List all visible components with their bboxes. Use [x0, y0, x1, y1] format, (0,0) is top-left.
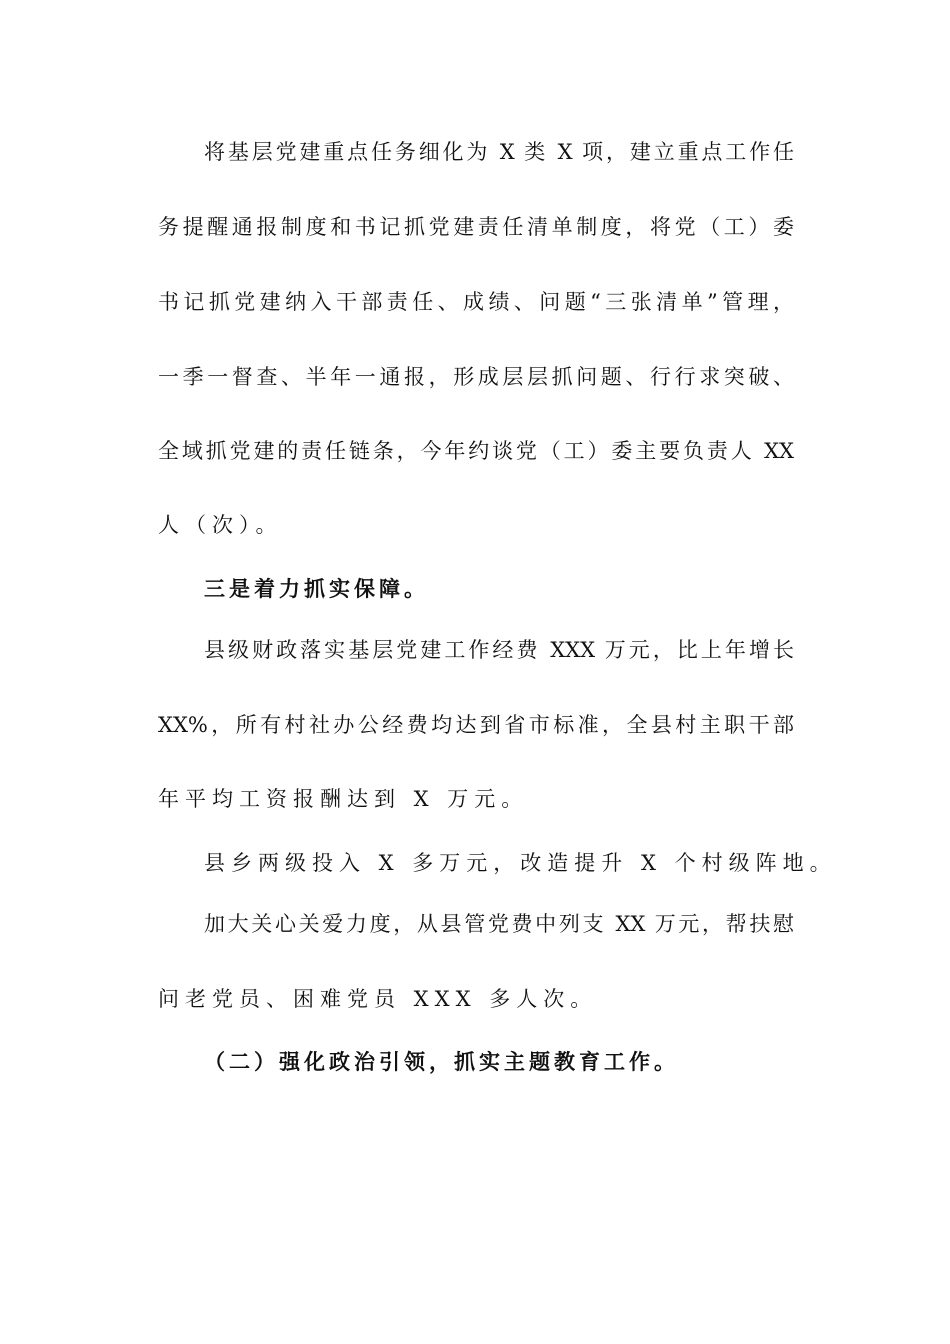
paragraph-1-line-4: 一季一督查、半年一通报，形成层层抓问题、行行求突破、 [158, 365, 794, 389]
paragraph-2-line-3: 年平均工资报酬达到 X 万元。 [158, 787, 529, 811]
paragraph-2-line-1: 县级财政落实基层党建工作经费 XXX 万元，比上年增长 [204, 638, 794, 662]
paragraph-4-line-1: 加大关心关爱力度，从县管党费中列支 XX 万元，帮扶慰 [204, 912, 794, 936]
paragraph-1-line-3: 书记抓党建纳入干部责任、成绩、问题“三张清单”管理， [158, 290, 794, 314]
paragraph-3-line-1: 县乡两级投入 X 多万元，改造提升 X 个村级阵地。 [204, 851, 837, 875]
paragraph-1-line-1: 将基层党建重点任务细化为 X 类 X 项，建立重点工作任 [204, 140, 794, 164]
paragraph-2-line-2: XX%，所有村社办公经费均达到省市标准，全县村主职干部 [158, 713, 794, 737]
section-heading-two: （二）强化政治引领，抓实主题教育工作。 [204, 1049, 679, 1074]
paragraph-1-line-2: 务提醒通报制度和书记抓党建责任清单制度，将党（工）委 [158, 215, 794, 239]
section-heading-three: 三是着力抓实保障。 [204, 576, 429, 601]
paragraph-4-line-2: 问老党员、困难党员 XXX 多人次。 [158, 987, 598, 1011]
paragraph-1-line-6: 人（次）。 [158, 513, 283, 537]
paragraph-1-line-5: 全域抓党建的责任链条，今年约谈党（工）委主要负责人 XX [158, 439, 794, 463]
